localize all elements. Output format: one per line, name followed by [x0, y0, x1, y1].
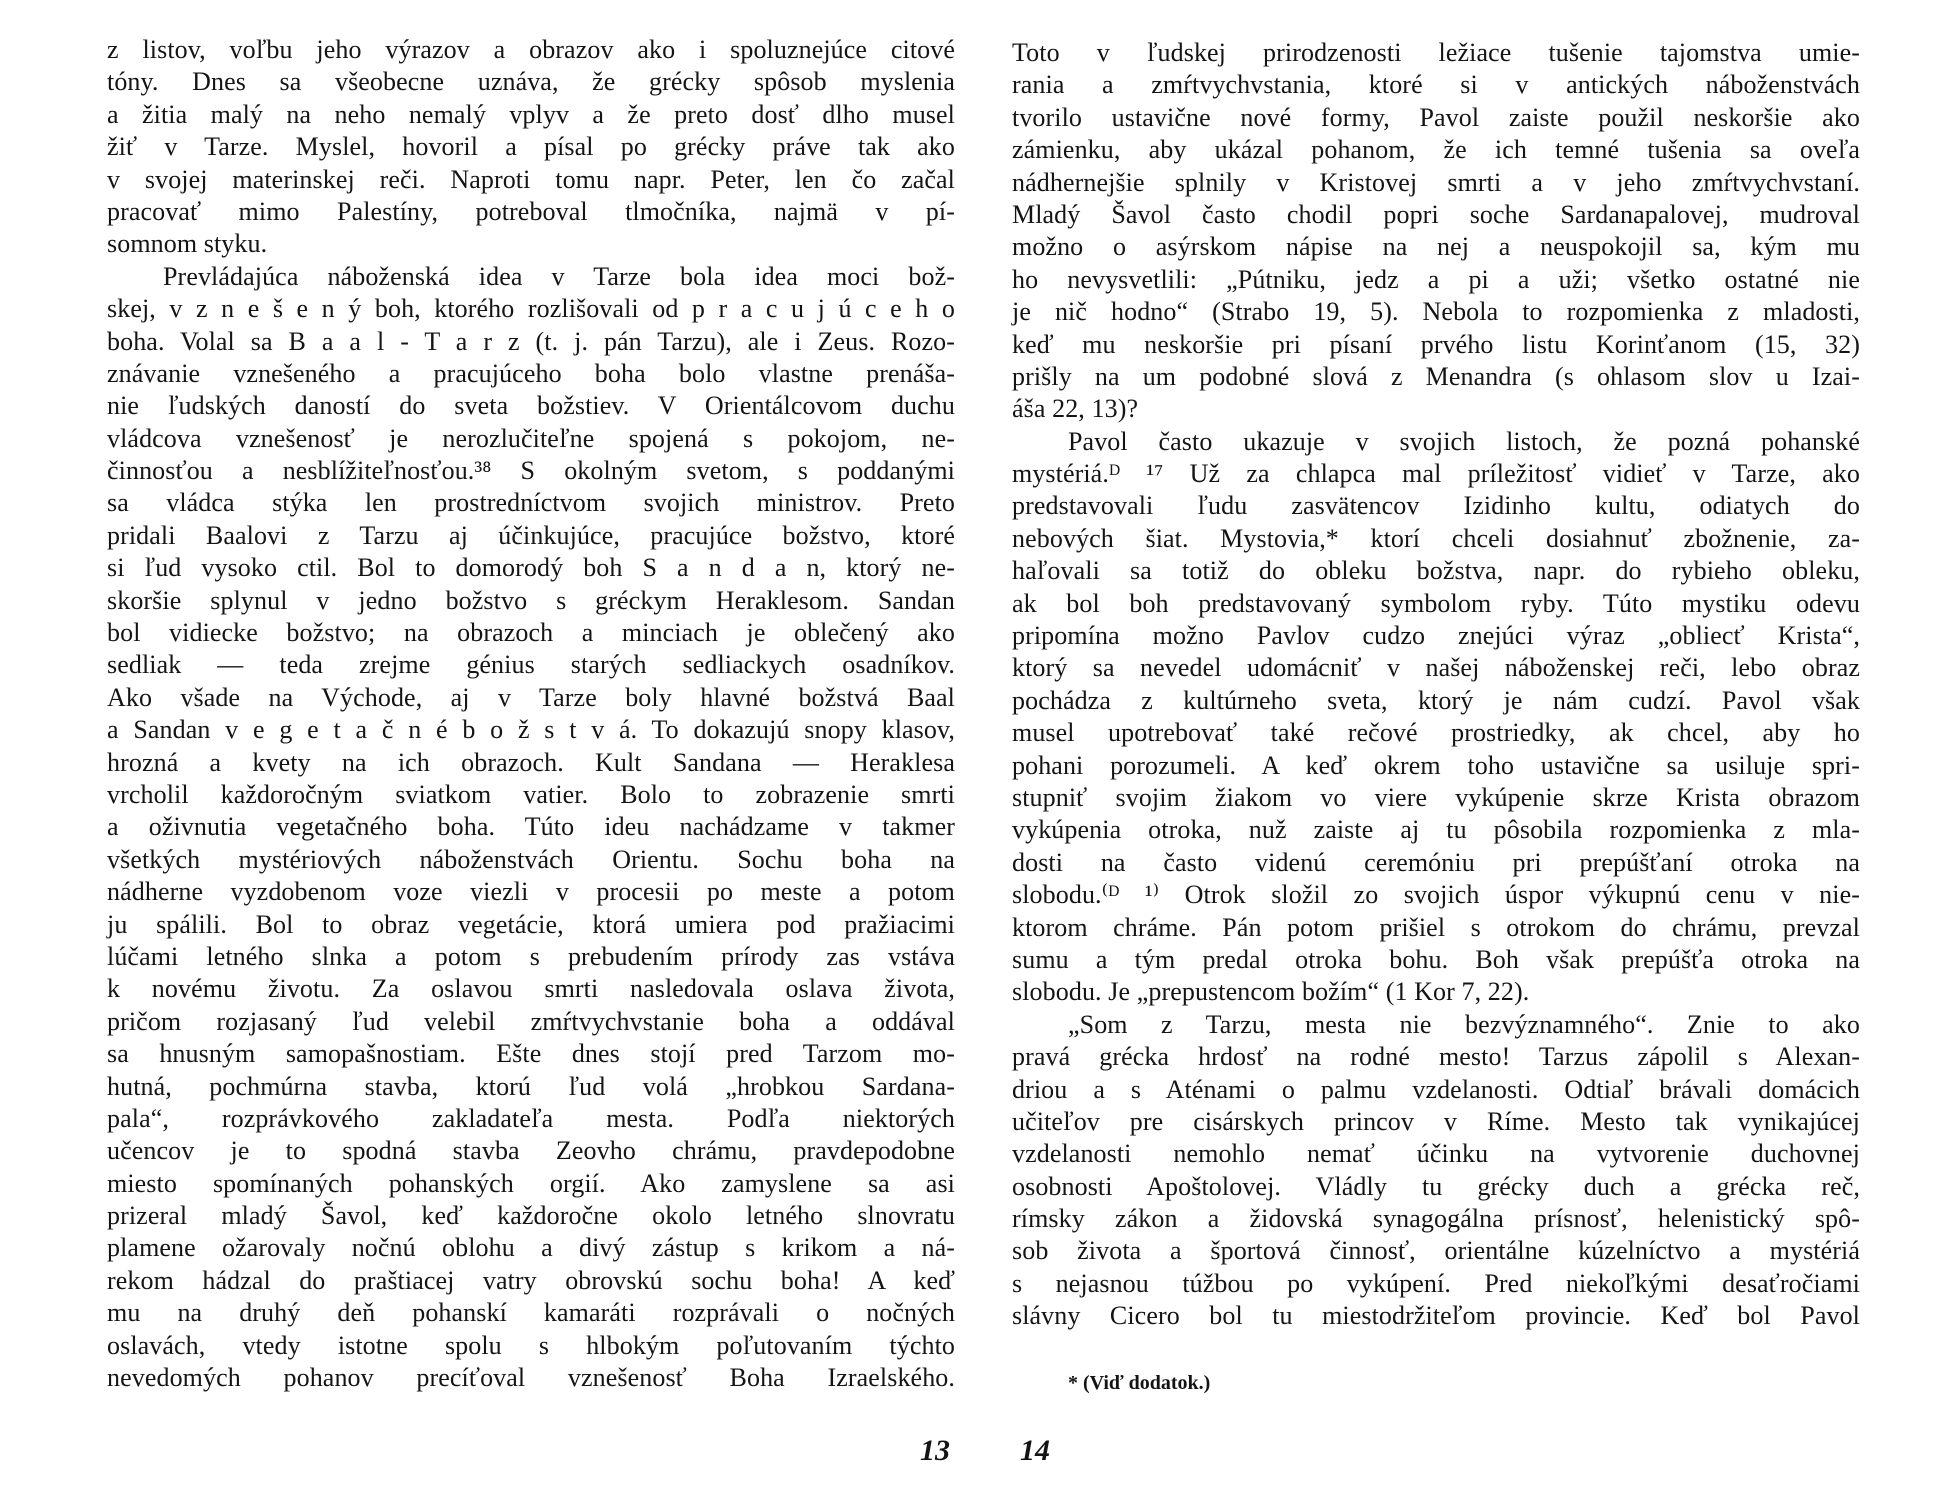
text-line: oslavách, vtedy istotne spolu s hlbokým poľutovaním týchto [107, 1330, 955, 1360]
text-line: haľovali sa totiž do obleku božstva, napr. do rybieho obleku, [1012, 556, 1860, 586]
text-line: zámienku, aby ukázal pohanom, že ich temné tušenia sa oveľa [1012, 135, 1860, 165]
text-line: žiť v Tarze. Myslel, hovoril a písal po grécky práve tak ako [107, 132, 955, 162]
text-line: hutná, pochmúrna stavba, ktorú ľud volá „hrobkou Sardana- [107, 1071, 955, 1101]
text-line: pridali Baalovi z Tarzu aj účinkujúce, pracujúce božstvo, ktoré [107, 520, 955, 550]
text-line: sa vládca stýka len prostredníctvom svojich ministrov. Preto [107, 488, 955, 518]
text-line: si ľud vysoko ctil. Bol to domorodý boh S a n d a n, ktorý ne- [107, 553, 955, 583]
text-line: vykúpenia otroka, nuž zaiste aj tu pôsobila rozpomienka z mla- [1012, 815, 1860, 845]
text-line: somnom styku. [107, 229, 268, 259]
page-number-left: 13 [920, 1434, 950, 1467]
text-line: slávny Cicero bol tu miestodržiteľom provincie. Keď bol Pavol [1012, 1301, 1860, 1331]
text-line: dosti na často videnú ceremóniu pri prepúšťaní otroka na [1012, 847, 1860, 877]
text-line: ak bol boh predstavovaný symbolom ryby. Túto mystiku odevu [1012, 588, 1860, 618]
text-line: osobnosti Apoštolovej. Vládly tu grécky duch a grécka reč, [1012, 1171, 1860, 1201]
text-line: pripomína možno Pavlov cudzo znejúci výraz „obliecť Krista“, [1012, 621, 1860, 651]
text-line: „Som z Tarzu, mesta nie bezvýznamného“. Znie to ako [1068, 1009, 1860, 1039]
text-line: vládcova vznešenosť je nerozlučiteľne spojená s pokojom, ne- [107, 423, 955, 453]
text-line: pravá grécka hrdosť na rodné mesto! Tarzus zápolil s Alexan- [1012, 1042, 1860, 1072]
text-line: skoršie splynul v jedno božstvo s gréckym Heraklesom. Sandan [107, 585, 955, 615]
text-line: učiteľov pre cisárskych princov v Ríme. Mesto tak vynikajúcej [1012, 1106, 1860, 1136]
text-line: pala“, rozprávkového zakladateľa mesta. Podľa niektorých [107, 1103, 955, 1133]
text-line: Mladý Šavol často chodil popri soche Sardanapalovej, mudroval [1012, 199, 1860, 229]
text-line: činnosťou a nesblížiteľnosťou.³⁸ S okolným svetom, s poddanými [107, 456, 955, 486]
text-line: boha. Volal sa B a a l - T a r z (t. j. pán Tarzu), ale i Zeus. Rozo- [107, 326, 955, 356]
text-line: hrozná a kvety na ich obrazoch. Kult Sandana — Heraklesa [107, 747, 955, 777]
text-line: nebových šiat. Mystovia,* ktorí chceli dosiahnuť zbožnenie, za- [1012, 523, 1860, 553]
text-line: mystériá.ᴰ ¹⁷ Už za chlapca mal príležitosť vidieť v Tarze, ako [1012, 459, 1860, 489]
footnote: * (Viď dodatok.) [1068, 1372, 1211, 1394]
text-line: predstavovali ľudu zasvätencov Izidinho kultu, odiatych do [1012, 491, 1860, 521]
text-line: nádhernejšie splnily v Kristovej smrti a v jeho zmŕtvychvstaní. [1012, 167, 1860, 197]
text-line: a Sandan v e g e t a č n é b o ž s t v á. To dokazujú snopy klasov, [107, 715, 955, 745]
text-line: učencov je to spodná stavba Zeovho chrámu, pravdepodobne [107, 1136, 955, 1166]
text-line: stupniť svojim žiakom vo viere vykúpenie skrze Krista obrazom [1012, 782, 1860, 812]
text-line: Ako všade na Východe, aj v Tarze boly hlavné božstvá Baal [107, 682, 955, 712]
text-line: vrcholil každoročným sviatkom vatier. Bolo to zobrazenie smrti [107, 779, 955, 809]
text-line: tóny. Dnes sa všeobecne uznáva, že grécky spôsob myslenia [107, 67, 955, 97]
text-line: a žitia malý na neho nemalý vplyv a že preto dosť dlho musel [107, 99, 955, 129]
text-line: pohani porozumeli. A keď okrem toho ustavične sa usiluje spri- [1012, 750, 1860, 780]
text-line: prizeral mladý Šavol, keď každoročne okolo letného slnovratu [107, 1201, 955, 1231]
text-line: ktorom chráme. Pán potom prišiel s otrokom do chrámu, prevzal [1012, 912, 1860, 942]
text-line: driou a s Aténami o palmu vzdelanosti. Odtiaľ brávali domácich [1012, 1074, 1860, 1104]
text-line: znávanie vznešeného a pracujúceho boha bolo vlastne prenáša- [107, 358, 955, 388]
text-line: sob života a športová činnosť, orientálne kúzelníctvo a mystériá [1012, 1236, 1860, 1266]
text-line: plamene ožarovaly nočnú oblohu a divý zástup s krikom a ná- [107, 1233, 955, 1263]
text-line: všetkých mystériových náboženstvách Orientu. Sochu boha na [107, 844, 955, 874]
text-line: rímsky zákon a židovská synagogálna prísnosť, helenistický spô- [1012, 1204, 1860, 1234]
text-line: Toto v ľudskej prirodzenosti ležiace tušenie tajomstva umie- [1012, 38, 1860, 67]
text-line: lúčami letného slnka a potom s prebudením prírody zas vstáva [107, 941, 955, 971]
text-line: ho nevysvetlili: „Pútniku, jedz a pi a uži; všetko ostatné nie [1012, 264, 1860, 294]
text-line: vzdelanosti nemohlo nemať účinku na vytvorenie duchovnej [1012, 1139, 1860, 1169]
text-line: pracovať mimo Palestíny, potreboval tlmočníka, najmä v pí- [107, 196, 955, 226]
text-line: prišly na um podobné slová z Menandra (s ohlasom slov u Izai- [1012, 361, 1860, 391]
text-line: pochádza z kultúrneho sveta, ktorý je nám cudzí. Pavol však [1012, 685, 1860, 715]
text-line: bol vidiecke božstvo; na obrazoch a minciach je oblečený ako [107, 618, 955, 648]
text-line: áša 22, 13)? [1012, 394, 1139, 424]
text-line: slobodu.⁽ᴰ ¹⁾ Otrok složil zo svojich úspor výkupnú cenu v nie- [1012, 880, 1860, 910]
text-line: je nič hodno“ (Strabo 19, 5). Nebola to rozpomienka z mladosti, [1012, 297, 1860, 327]
text-line: ktorý sa nevedel udomácniť v našej náboženskej reči, lebo obraz [1012, 653, 1860, 683]
text-line: musel upotrebovať také rečové prostriedky, ak chcel, aby ho [1012, 718, 1860, 748]
text-line: Pavol často ukazuje v svojich listoch, že pozná pohanské [1068, 426, 1860, 456]
text-line: nádherne vyzdobenom voze viezli v procesii po meste a potom [107, 877, 955, 907]
text-line: a oživnutia vegetačného boha. Túto ideu nachádzame v takmer [107, 812, 955, 842]
left-page-text-column [107, 34, 955, 1394]
text-line: z listov, voľbu jeho výrazov a obrazov ako i spoluznejúce citové [107, 35, 955, 64]
text-line: sedliak — teda zrejme génius starých sedliackych osadníkov. [107, 650, 955, 680]
text-line: k novému životu. Za oslavou smrti nasledovala oslava života, [107, 974, 955, 1004]
page-number-right: 14 [1020, 1434, 1050, 1467]
text-line: mu na druhý deň pohanskí kamaráti rozprávali o nočných [107, 1298, 955, 1328]
text-line: rekom hádzal do praštiacej vatry obrovskú sochu boha! A keď [107, 1265, 955, 1295]
text-line: rania a zmŕtvychvstania, ktoré si v antických náboženstvách [1012, 70, 1860, 100]
text-line: s nejasnou túžbou po vykúpení. Pred niekoľkými desaťročiami [1012, 1268, 1860, 1298]
text-line: pričom rozjasaný ľud velebil zmŕtvychvstanie boha a oddával [107, 1006, 955, 1036]
text-line: skej, v z n e š e n ý boh, ktorého rozlišovali od p r a c u j ú c e h o [107, 294, 955, 324]
text-line: v svojej materinskej reči. Naproti tomu napr. Peter, len čo začal [107, 164, 955, 194]
text-line: ju spálili. Bol to obraz vegetácie, ktorá umiera pod pražiacimi [107, 909, 955, 939]
text-line: tvorilo ustavične nové formy, Pavol zaiste použil neskoršie ako [1012, 102, 1860, 132]
right-page-text-column [1012, 37, 1860, 1333]
text-line: sumu a tým predal otroka bohu. Boh však prepúšťa otroka na [1012, 944, 1860, 974]
text-line: keď mu neskoršie pri písaní prvého listu Korinťanom (15, 32) [1012, 329, 1860, 359]
text-line: Prevládajúca náboženská idea v Tarze bola idea moci bož- [163, 261, 955, 291]
text-line: možno o asýrskom nápise na nej a neuspokojil sa, kým mu [1012, 232, 1860, 262]
text-line: slobodu. Je „prepustencom božím“ (1 Kor 7, 22). [1012, 977, 1530, 1007]
text-line: nie ľudských daností do sveta božstiev. V Orientálcovom duchu [107, 391, 955, 421]
text-line: sa hnusným samopašnostiam. Ešte dnes stojí pred Tarzom mo- [107, 1039, 955, 1069]
text-line: nevedomých pohanov precíťoval vznešenosť Boha Izraelského. [107, 1363, 955, 1393]
text-line: miesto spomínaných pohanských orgií. Ako zamyslene sa asi [107, 1168, 955, 1198]
